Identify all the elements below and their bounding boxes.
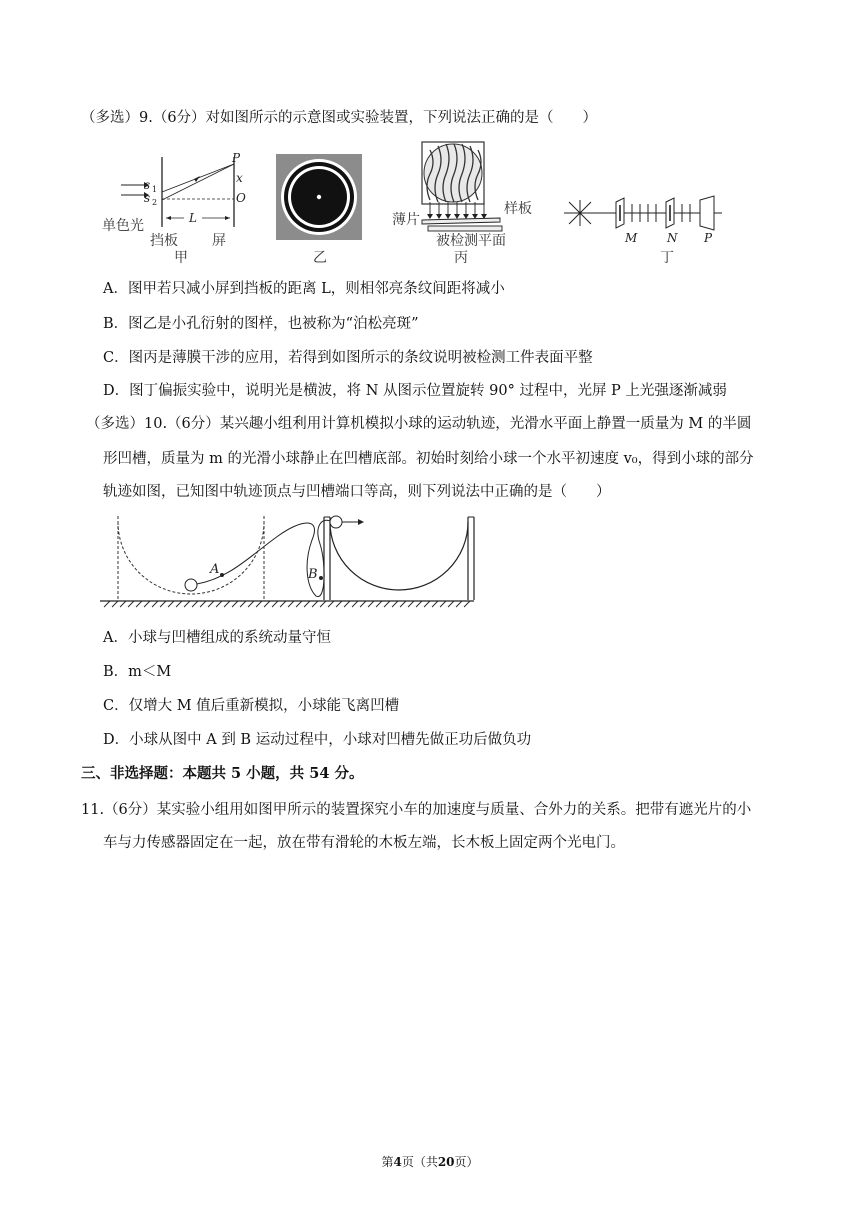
q11-line-1: 11.（6分）某实验小组用如图甲所示的装置探究小车的加速度与质量、合外力的关系。把带有遮光片的小	[81, 802, 752, 818]
N-label: N	[667, 231, 678, 245]
footer-mid: 页（共	[401, 1155, 438, 1169]
s1-label: s	[144, 178, 151, 192]
x-label: x	[236, 171, 243, 185]
q9-option-c: C．图丙是薄膜干涉的应用，若得到如图所示的条纹说明被检测工件表面平整	[103, 350, 593, 366]
sample-plate-label: 样板	[504, 201, 532, 217]
caption-yi: 乙	[313, 250, 327, 266]
q9-option-a: A．图甲若只减小屏到挡板的距离 L，则相邻亮条纹间距将减小	[103, 281, 505, 297]
q10-stem-line-3: 轨迹如图，已知图中轨迹顶点与凹槽端口等高，则下列说法中正确的是（ ）	[103, 484, 611, 500]
q11-line-2: 车与力传感器固定在一起，放在带有滑轮的木板左端，长木板上固定两个光电门。	[103, 835, 625, 851]
caption-bing: 丙	[454, 250, 468, 266]
s2-label: s	[144, 191, 151, 205]
L-label: L	[189, 211, 197, 225]
M-label: M	[625, 231, 638, 245]
monochromatic-light-label: 单色光	[102, 218, 144, 234]
q9-stem: （多选）9.（6分）对如图所示的示意图或实验装置，下列说法正确的是（ ）	[81, 110, 598, 126]
current-page-number: 4	[393, 1155, 402, 1169]
q10-stem-line-2: 形凹槽，质量为 m 的光滑小球静止在凹槽底部。初始时刻给小球一个水平初速度 v₀，得到小球的部分	[103, 451, 754, 467]
q9-figures	[102, 142, 736, 270]
caption-ding: 丁	[660, 250, 674, 266]
q9-option-b: B．图乙是小孔衍射的图样，也被称为“泊松亮斑”	[103, 316, 419, 332]
footer-prefix: 第	[381, 1155, 394, 1169]
q9-option-d: D．图丁偏振实验中，说明光是横波，将 N 从图示位置旋转 90° 过程中，光屏 P 上光强逐渐减弱	[103, 383, 727, 399]
total-pages-number: 20	[437, 1155, 455, 1169]
q10-figure	[100, 512, 475, 616]
point-B-label: B	[308, 567, 318, 582]
q10-option-a: A．小球与凹槽组成的系统动量守恒	[103, 630, 331, 646]
q10-option-d: D．小球从图中 A 到 B 运动过程中，小球对凹槽先做正功后做负功	[103, 732, 532, 748]
P-screen-label: P	[704, 231, 713, 245]
footer-suffix: 页）	[454, 1155, 479, 1169]
baffle-label: 挡板	[150, 233, 178, 249]
point-A-label: A	[210, 562, 220, 577]
O-label: O	[236, 191, 246, 205]
q10-stem-line-1: （多选）10.（6分）某兴趣小组利用计算机模拟小球的运动轨迹，光滑水平面上静置一质量为 M 的半圆	[86, 416, 752, 432]
figure-jia	[102, 151, 246, 266]
thin-sheet-label: 薄片	[392, 212, 420, 228]
screen-label: 屏	[212, 233, 226, 249]
s1-subscript: 1	[152, 185, 158, 194]
figure-yi	[276, 154, 362, 266]
s2-subscript: 2	[152, 198, 158, 207]
page-footer	[0, 1153, 860, 1170]
tested-surface-label: 被检测平面	[436, 233, 506, 249]
q10-option-b: B．m＜M	[103, 664, 172, 680]
P-label: P	[232, 151, 241, 165]
caption-jia: 甲	[174, 250, 188, 266]
figure-ding	[564, 196, 722, 266]
q10-option-c: C．仅增大 M 值后重新模拟，小球能飞离凹槽	[103, 698, 400, 714]
figure-bing	[392, 142, 532, 266]
section-3-heading: 三、非选择题：本题共 5 小题，共 54 分。	[81, 765, 364, 782]
